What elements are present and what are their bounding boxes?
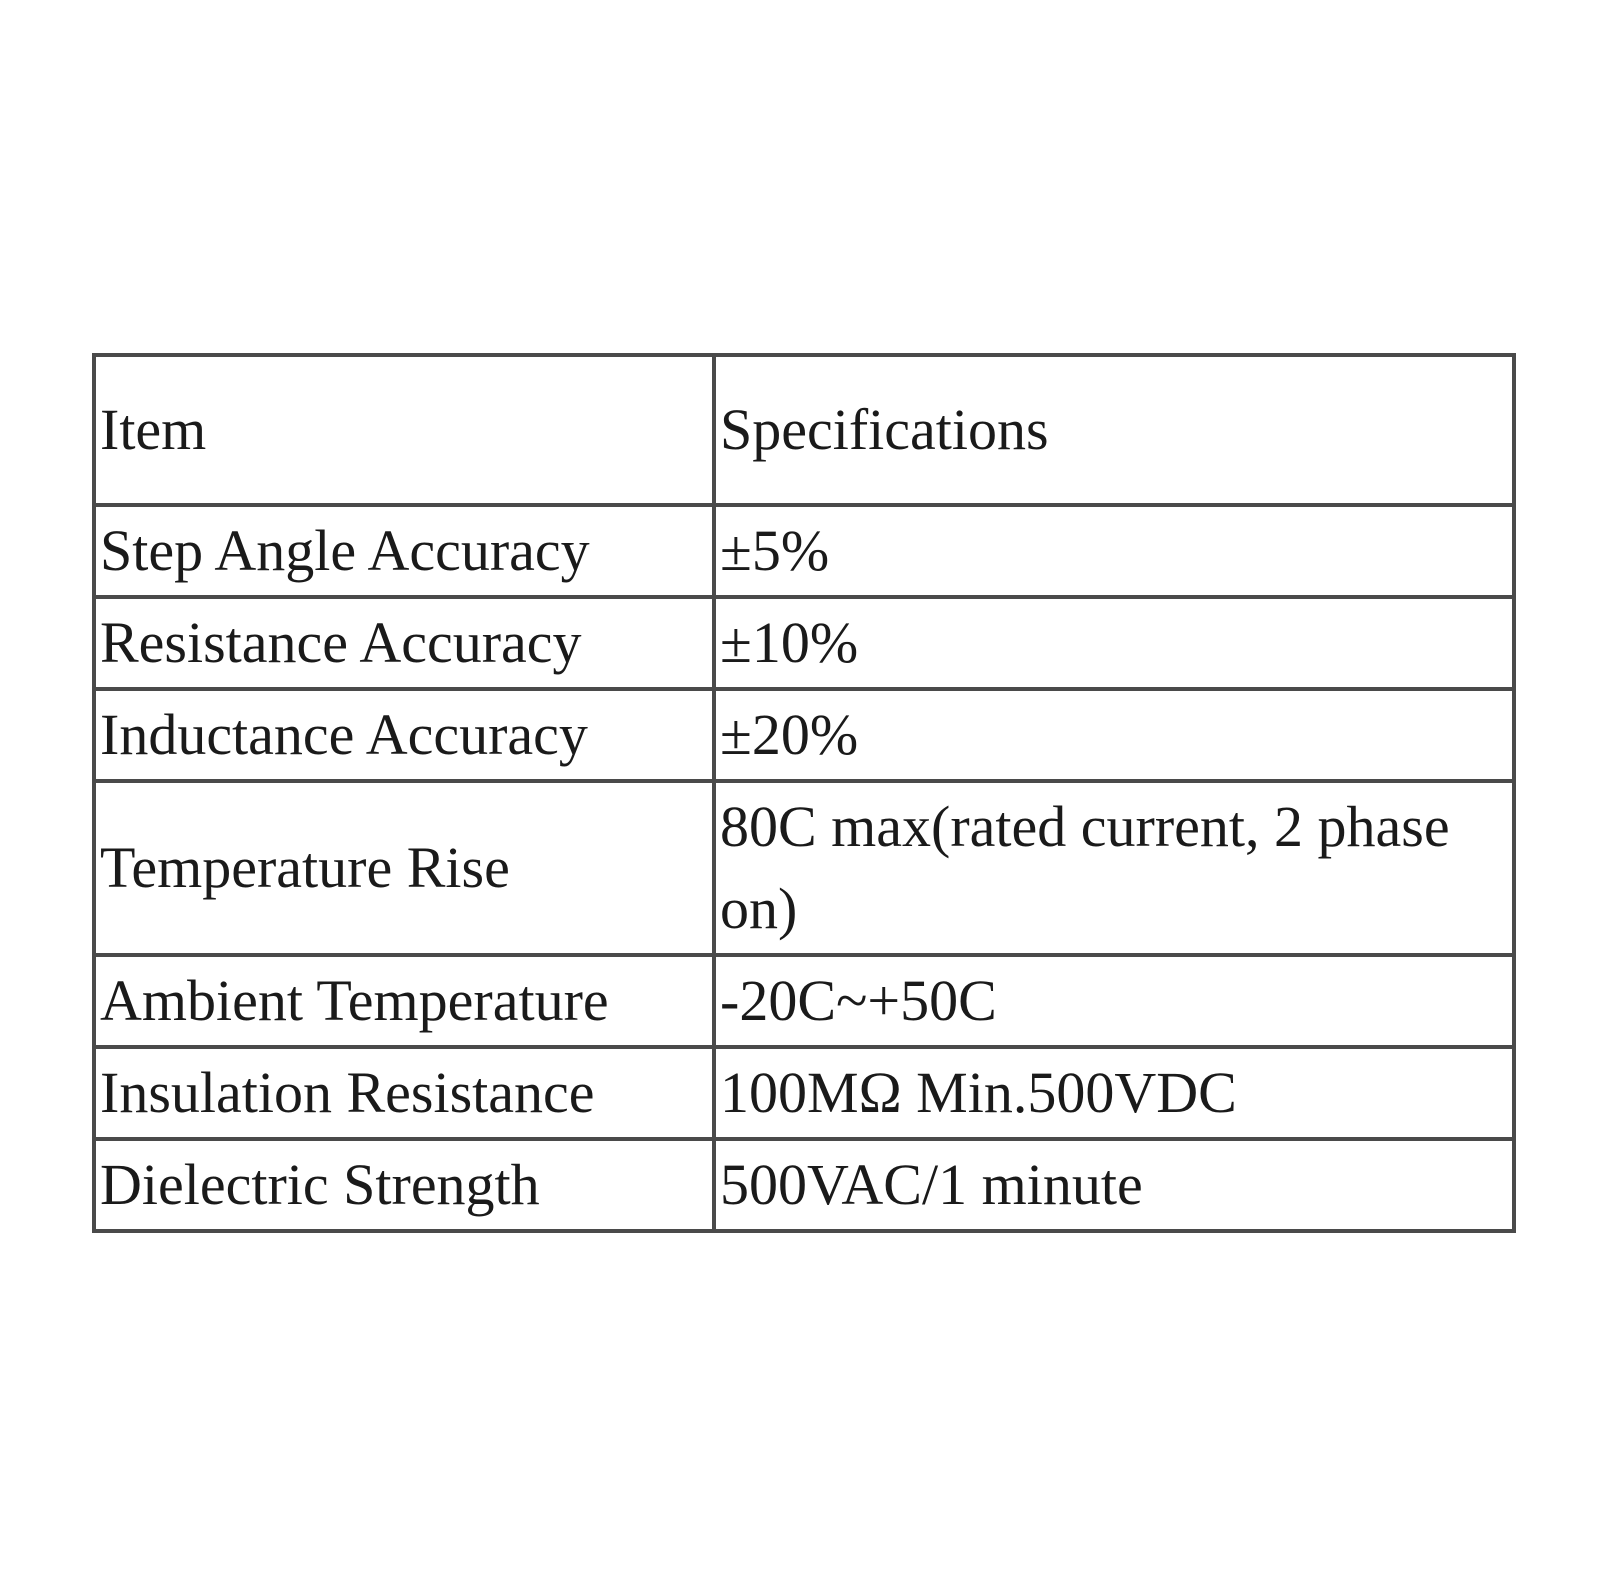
table-row [94, 597, 1514, 689]
row-item-label: Temperature Rise [94, 781, 714, 955]
specifications-table [92, 353, 1516, 1233]
table-header-row [94, 355, 1514, 505]
table-row [94, 505, 1514, 597]
row-item-label: Ambient Temperature [94, 955, 714, 1047]
table-row [94, 1139, 1514, 1231]
row-spec-value: 100MΩ Min.500VDC [714, 1047, 1514, 1139]
row-spec-value: -20C~+50C [714, 955, 1514, 1047]
row-spec-value: ±20% [714, 689, 1514, 781]
row-spec-value: ±10% [714, 597, 1514, 689]
header-item: Item [94, 355, 714, 505]
header-specifications: Specifications [714, 355, 1514, 505]
row-item-label: Inductance Accuracy [94, 689, 714, 781]
table-row [94, 955, 1514, 1047]
table-row [94, 1047, 1514, 1139]
row-item-label: Dielectric Strength [94, 1139, 714, 1231]
row-spec-value: ±5% [714, 505, 1514, 597]
table-row [94, 689, 1514, 781]
table-row [94, 781, 1514, 955]
row-item-label: Step Angle Accuracy [94, 505, 714, 597]
row-spec-value: 500VAC/1 minute [714, 1139, 1514, 1231]
row-spec-value: 80C max(rated current, 2 phase on) [714, 781, 1514, 955]
row-item-label: Resistance Accuracy [94, 597, 714, 689]
row-item-label: Insulation Resistance [94, 1047, 714, 1139]
